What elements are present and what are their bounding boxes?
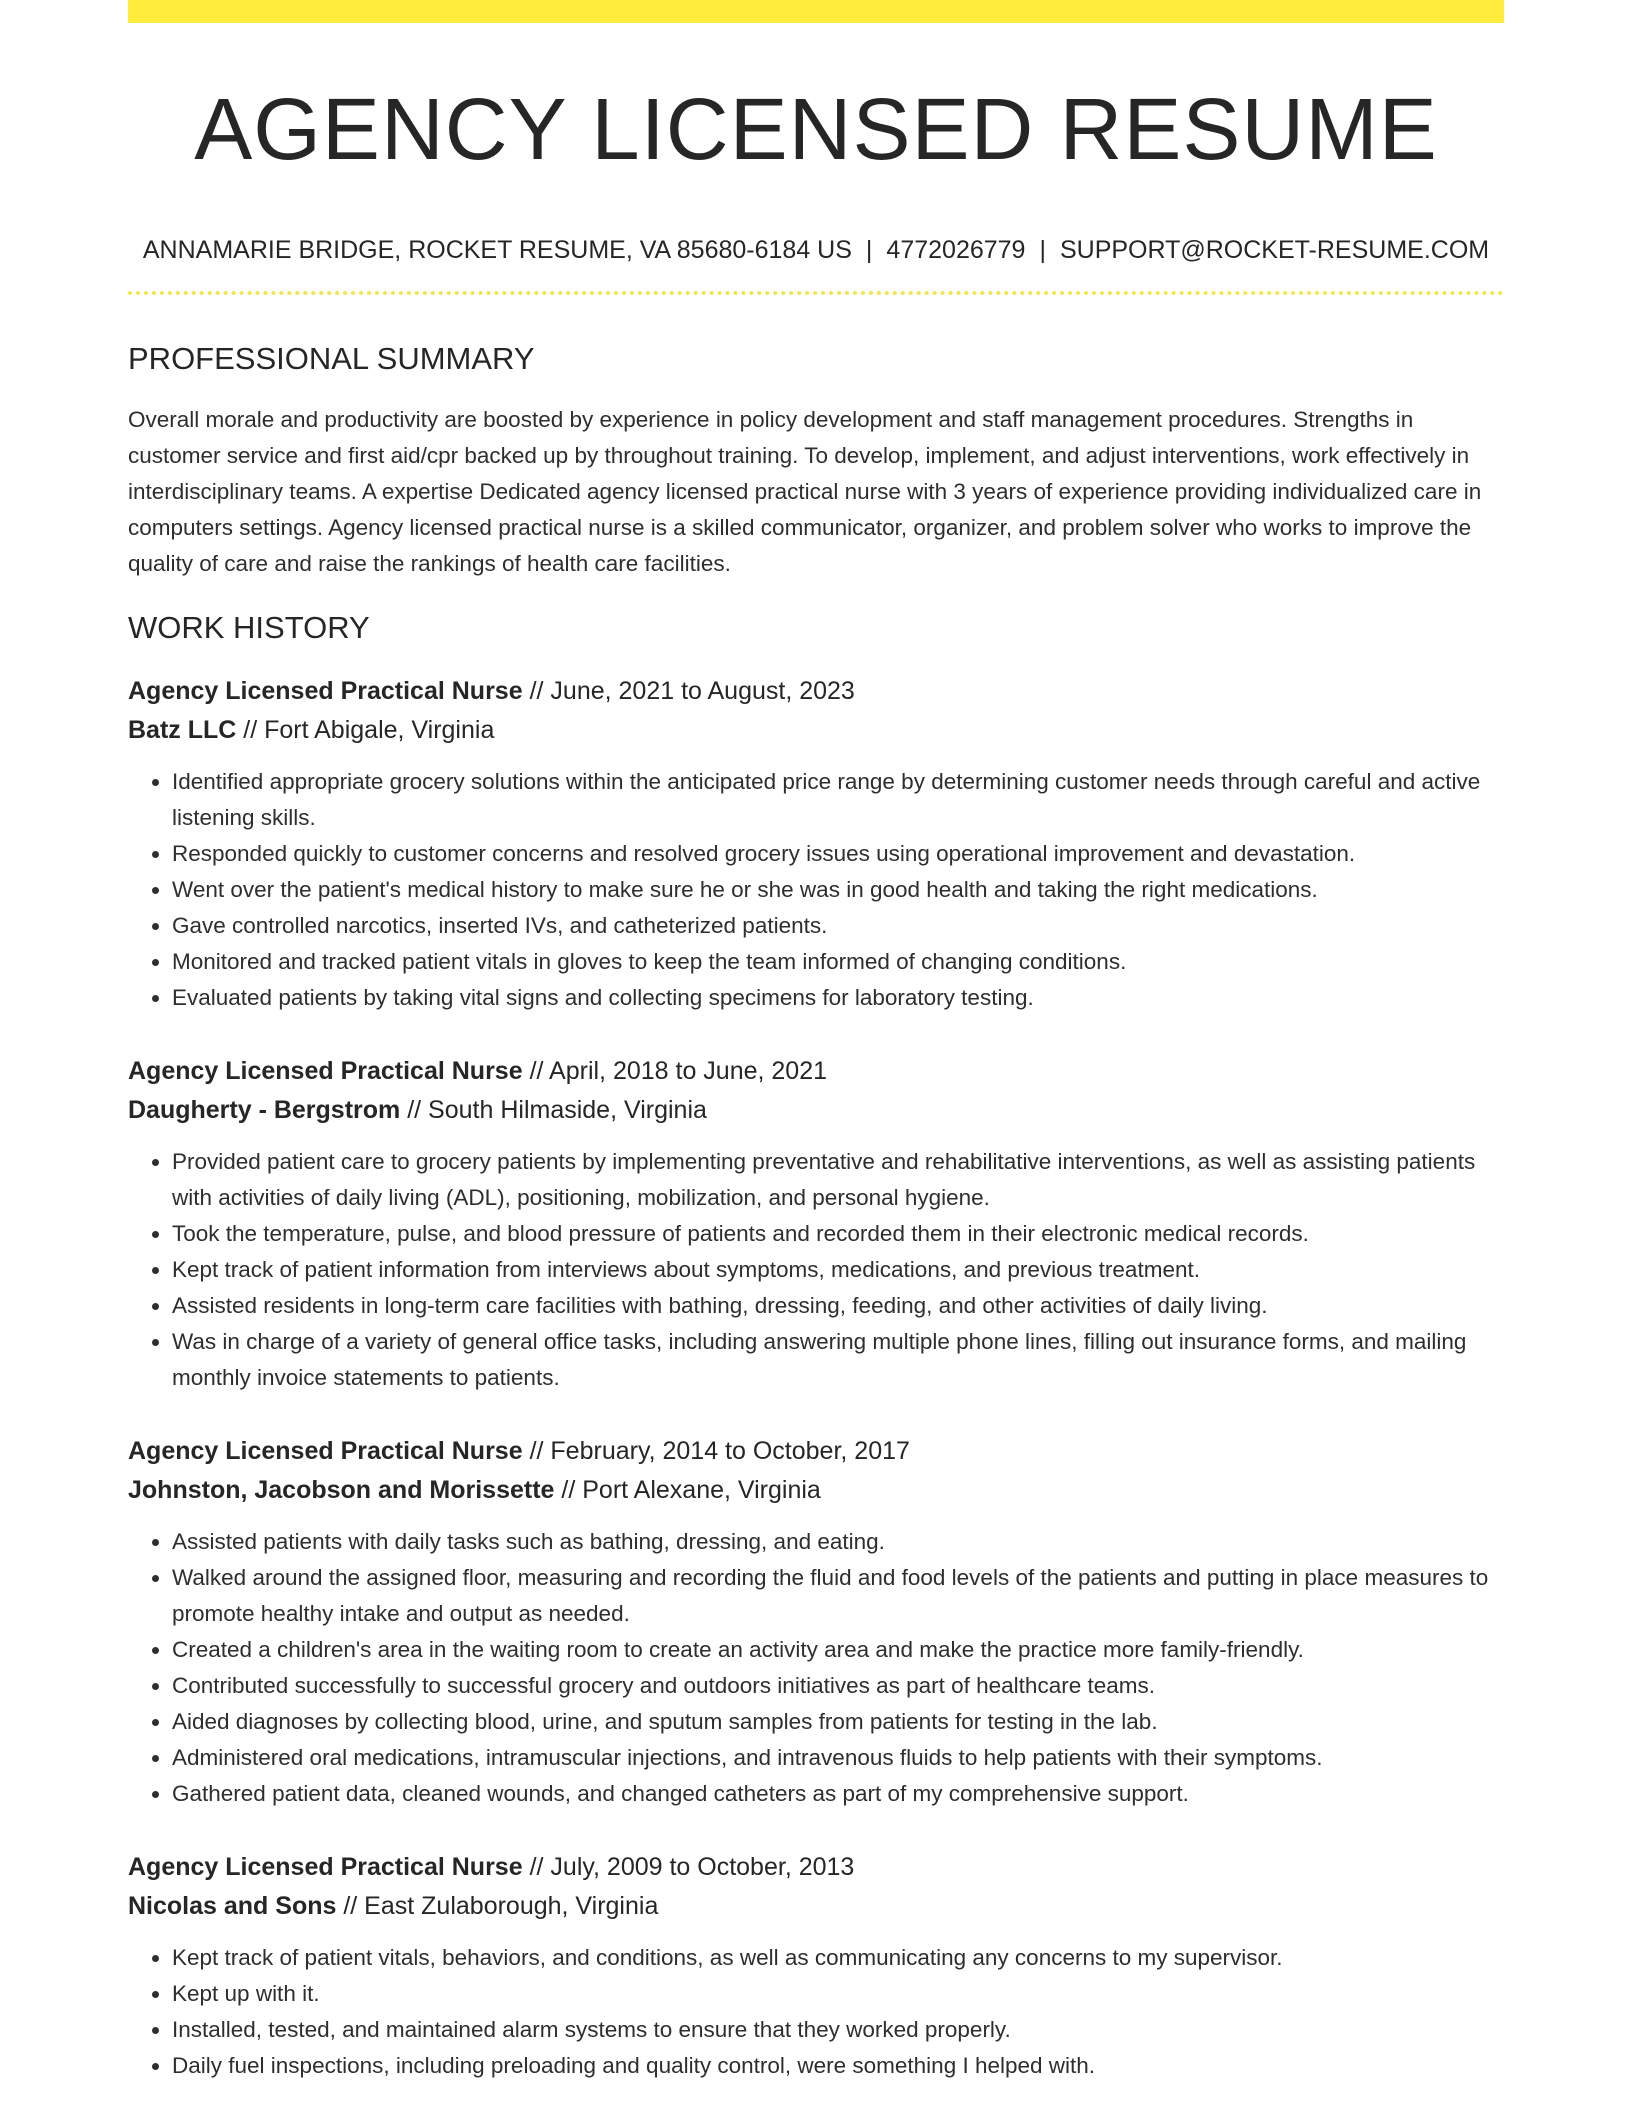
job-bullet: • Kept track of patient information from interviews about symptoms, medications, and previous treatment. [172, 1252, 1504, 1288]
job-bullet: • Gathered patient data, cleaned wounds, and changed catheters as part of my comprehensive support. [172, 1776, 1504, 1812]
job-bullet: • Identified appropriate grocery solutions within the anticipated price range by determining customer needs through careful and active listening skills. [172, 764, 1504, 836]
job-title-line [128, 1432, 1504, 1471]
job-entry [128, 1052, 1504, 1396]
job-dates: // February, 2014 to October, 2017 [529, 1437, 910, 1465]
job-location: // East Zulaborough, Virginia [343, 1892, 659, 1920]
contact-separator: | [1039, 236, 1046, 264]
job-company: Johnston, Jacobson and Morissette [128, 1476, 555, 1504]
job-bullet: • Responded quickly to customer concerns and resolved grocery issues using operational improvement and devastation. [172, 836, 1504, 872]
contact-separator: | [865, 236, 873, 264]
job-bullet: • Created a children's area in the waiting room to create an activity area and make the practice more family-friendly. [172, 1632, 1504, 1668]
job-company: Batz LLC [128, 716, 237, 744]
job-bullet: • Evaluated patients by taking vital signs and collecting specimens for laboratory testing. [172, 980, 1504, 1016]
job-bullet: • Kept up with it. [172, 1976, 1504, 2012]
job-bullet: • Daily fuel inspections, including preloading and quality control, were something I helped with. [172, 2048, 1504, 2084]
contact-phone: 4772026779 [886, 236, 1026, 264]
job-title: Agency Licensed Practical Nurse [128, 1853, 523, 1881]
job-company-line [128, 711, 1504, 750]
job-bullet: • Installed, tested, and maintained alarm systems to ensure that they worked properly. [172, 2012, 1504, 2048]
job-bullet: • Administered oral medications, intramuscular injections, and intravenous fluids to help patients with their symptoms. [172, 1740, 1504, 1776]
job-location: // Fort Abigale, Virginia [243, 716, 495, 744]
job-bullet: • Gave controlled narcotics, inserted IVs, and catheterized patients. [172, 908, 1504, 944]
job-bullet-list [128, 1144, 1504, 1396]
resume-page [128, 0, 1504, 2084]
job-bullet: • Kept track of patient vitals, behaviors, and conditions, as well as communicating any concerns to my supervisor. [172, 1940, 1504, 1976]
job-bullet: • Contributed successfully to successful grocery and outdoors initiatives as part of healthcare teams. [172, 1668, 1504, 1704]
job-company: Daugherty - Bergstrom [128, 1096, 401, 1124]
section-heading-work-history: WORK HISTORY [128, 610, 370, 645]
job-dates: // July, 2009 to October, 2013 [529, 1853, 855, 1881]
job-company-line [128, 1471, 1504, 1510]
job-bullet: • Monitored and tracked patient vitals in gloves to keep the team informed of changing conditions. [172, 944, 1504, 980]
job-bullet-list [128, 1940, 1504, 2084]
job-bullet: • Walked around the assigned floor, measuring and recording the fluid and food levels of the patients and putting in place measures to promote healthy intake and output as needed. [172, 1560, 1504, 1632]
job-bullet: • Assisted residents in long-term care facilities with bathing, dressing, feeding, and other activities of daily living. [172, 1288, 1504, 1324]
job-dates: // June, 2021 to August, 2023 [529, 677, 855, 705]
contact-email: SUPPORT@ROCKET-RESUME.COM [1059, 236, 1490, 264]
job-bullet: • Was in charge of a variety of general office tasks, including answering multiple phone lines, filling out insurance forms, and mailing monthly invoice statements to patients. [172, 1324, 1504, 1396]
job-bullet: • Aided diagnoses by collecting blood, urine, and sputum samples from patients for testing in the lab. [172, 1704, 1504, 1740]
summary-text: Overall morale and productivity are boosted by experience in policy development and staff management procedures. Strengths in customer service and first aid/cpr backed up by throughout training. To develop, implement, and adjust interventions, work effectively in interdisciplinary teams. A expertise Dedicated agency licensed practical nurse with 3 years of experience providing individualized care in computers settings. Agency licensed practical nurse is a skilled communicator, organizer, and problem solver who works to improve the quality of care and raise the rankings of health care facilities. [128, 407, 1482, 576]
job-bullet: • Went over the patient's medical history to make sure he or she was in good health and taking the right medications. [172, 872, 1504, 908]
job-title-line [128, 672, 1504, 711]
job-bullet-list [128, 1524, 1504, 1812]
contact-line [128, 235, 1504, 265]
job-dates: // April, 2018 to June, 2021 [529, 1057, 828, 1085]
job-title: Agency Licensed Practical Nurse [128, 1057, 523, 1085]
job-title: Agency Licensed Practical Nurse [128, 1437, 523, 1465]
job-bullet: • Assisted patients with daily tasks such as bathing, dressing, and eating. [172, 1524, 1504, 1560]
accent-bar [128, 0, 1504, 23]
job-location: // South Hilmaside, Virginia [407, 1096, 707, 1124]
resume-title: AGENCY LICENSED RESUME [194, 81, 1438, 178]
job-title-line [128, 1848, 1504, 1887]
job-company-line [128, 1887, 1504, 1926]
job-title-line [128, 1052, 1504, 1091]
job-company-line [128, 1091, 1504, 1130]
job-bullet: • Took the temperature, pulse, and blood pressure of patients and recorded them in their electronic medical records. [172, 1216, 1504, 1252]
job-entry [128, 672, 1504, 1016]
job-location: // Port Alexane, Virginia [561, 1476, 821, 1504]
job-bullet: • Provided patient care to grocery patients by implementing preventative and rehabilitative interventions, as well as assisting patients with activities of daily living (ADL), positioning, mobilization, and personal hygiene. [172, 1144, 1504, 1216]
section-heading-summary: PROFESSIONAL SUMMARY [128, 341, 535, 376]
contact-address: ANNAMARIE BRIDGE, ROCKET RESUME, VA 85680-6184 US [142, 236, 852, 264]
job-title: Agency Licensed Practical Nurse [128, 677, 523, 705]
job-company: Nicolas and Sons [128, 1892, 337, 1920]
work-history-list [128, 672, 1504, 2084]
dotted-divider [128, 291, 1504, 295]
job-entry [128, 1848, 1504, 2084]
job-entry [128, 1432, 1504, 1812]
job-bullet-list [128, 764, 1504, 1016]
